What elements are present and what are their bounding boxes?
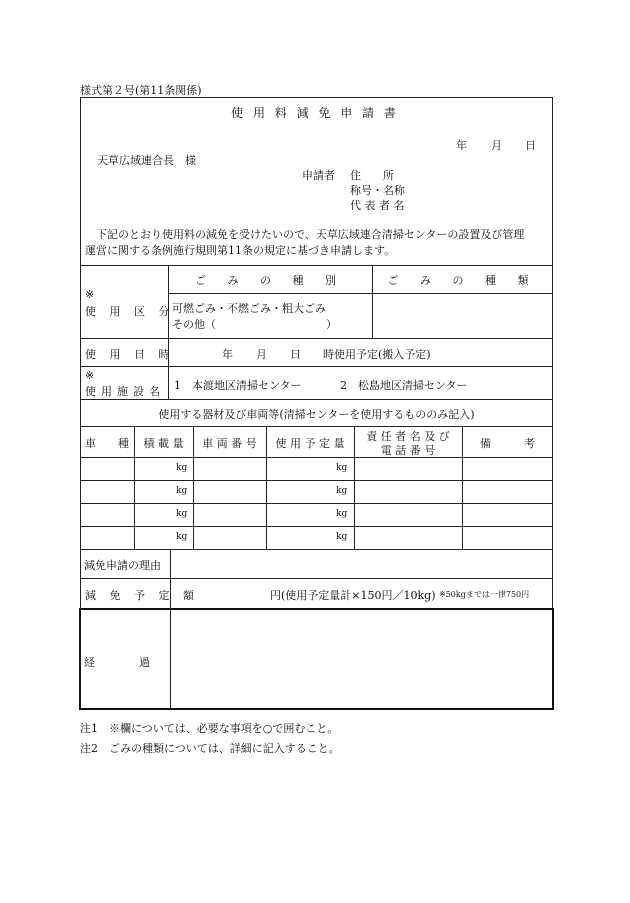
col-vehicle-type: 車 種 — [85, 437, 129, 450]
usage-date-day[interactable]: 日 — [290, 348, 301, 361]
row-3-load-unit[interactable]: kg — [176, 509, 188, 519]
form-reference: 様式第２号(第11条関係) — [80, 84, 202, 97]
applicant-name-label[interactable]: 称号・名称 — [350, 184, 405, 197]
row-2-load-unit[interactable]: kg — [176, 486, 188, 496]
facility-mark: ※ — [85, 369, 95, 382]
usage-date-label: 使 用 日 時 — [85, 348, 175, 361]
row-4-load-unit[interactable]: kg — [176, 532, 188, 542]
waste-category-other[interactable]: その他（ ） — [172, 318, 337, 331]
row-1-load-unit[interactable]: kg — [176, 463, 188, 473]
col-responsible-line2: 電 話 番 号 — [380, 444, 436, 457]
reduction-amount-note: ※50kgまでは一律750円 — [439, 590, 530, 599]
applicant-label: 申請者 — [302, 169, 335, 182]
facility-option-2[interactable]: 2 松島地区清掃センター — [340, 379, 468, 392]
facility-label: 使用施設名 — [85, 385, 165, 398]
usage-class-label: 使 用 区 分 — [85, 305, 175, 318]
note-1: 注1 ※欄については、必要な事項を○で囲むこと。 — [80, 722, 339, 735]
equipment-title: 使用する器材及び車両等(清掃センターを使用するもののみ記入) — [158, 408, 475, 421]
col-remarks: 備 考 — [480, 437, 535, 450]
reduction-amount-label: 減 免 予 定 額 — [85, 589, 199, 602]
waste-category-options[interactable]: 可燃ごみ・不燃ごみ・粗大ごみ — [172, 302, 326, 315]
usage-date-month[interactable]: 月 — [256, 348, 267, 361]
applicant-address-label[interactable]: 住 所 — [350, 169, 394, 182]
col-responsible-line1: 責 任 者 名 及 び — [366, 430, 450, 443]
row-1-planned-unit[interactable]: kg — [336, 463, 348, 473]
statement-line-2: 運営に関する条例施行規則第11条の規定に基づき申請します。 — [85, 244, 396, 257]
row-3-planned-unit[interactable]: kg — [336, 509, 348, 519]
statement-line-1: 下記のとおり使用料の減免を受けたいので、天草広域連合清掃センターの設置及び管理 — [96, 228, 525, 241]
applicant-rep-label[interactable]: 代 表 者 名 — [350, 199, 405, 212]
col-planned-amount: 使 用 予 定 量 — [275, 437, 345, 450]
col-load-capacity: 積 載 量 — [143, 437, 184, 450]
reduction-reason-label: 減免申請の理由 — [84, 559, 161, 572]
date-year-label: 年 — [456, 139, 467, 152]
reduction-amount-value[interactable]: 円(使用予定量計×150円／10kg) — [270, 589, 436, 602]
addressee: 天草広域連合長 様 — [97, 154, 196, 167]
row-2-planned-unit[interactable]: kg — [336, 486, 348, 496]
row-4-planned-unit[interactable]: kg — [336, 532, 348, 542]
date-month-label: 月 — [491, 139, 502, 152]
note-2: 注2 ごみの種類については、詳細に記入すること。 — [80, 742, 340, 755]
usage-date-year[interactable]: 年 — [222, 348, 233, 361]
waste-category-header: ご み の 種 別 — [195, 274, 345, 287]
date-day-label: 日 — [525, 139, 536, 152]
progress-section — [79, 608, 554, 710]
col-plate-number: 車 両 番 号 — [202, 437, 257, 450]
usage-date-suffix: 時使用予定(搬入予定) — [323, 348, 431, 361]
usage-class-mark: ※ — [85, 288, 95, 301]
progress-label: 経 過 — [84, 656, 150, 669]
facility-option-1[interactable]: 1 本渡地区清掃センター — [174, 379, 302, 392]
form-title: 使 用 料 減 免 申 請 書 — [231, 106, 399, 120]
waste-type-header: ご み の 種 類 — [387, 274, 538, 287]
